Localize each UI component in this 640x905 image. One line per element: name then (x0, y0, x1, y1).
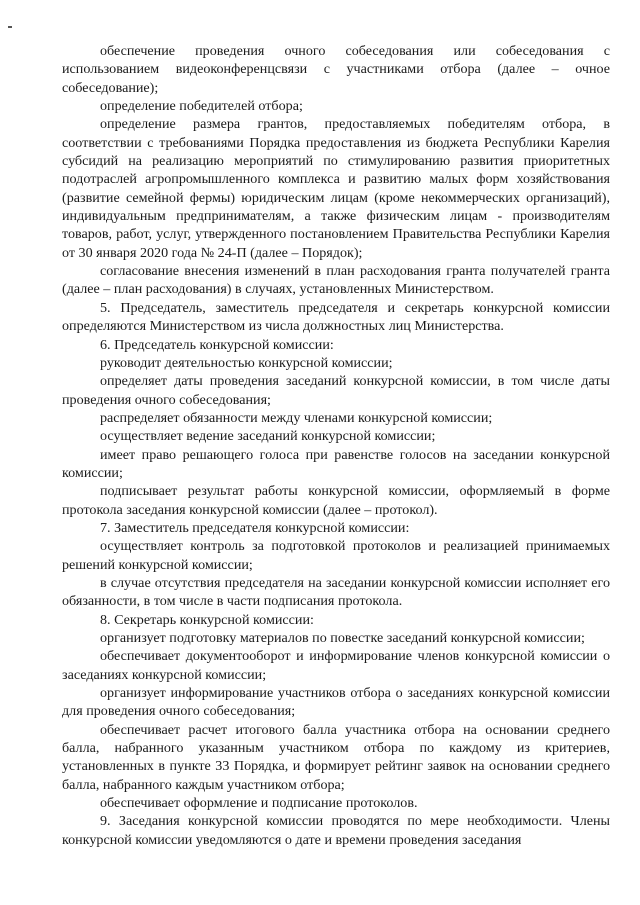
paragraph: распределяет обязанности между членами конкурсной комиссии; (100, 409, 493, 426)
paragraph: 9. Заседания конкурсной комиссии проводятся по мере необходимости. Члены конкурсной комиссии уведомляются о дате и времени проведения заседания (62, 813, 610, 848)
paragraph: подписывает результат работы конкурсной комиссии, оформляемый в форме протокола заседания конкурсной комиссии (далее – протокол). (62, 483, 610, 518)
paragraph: определение размера грантов, предоставляемых победителям отбора, в соответствии с требованиями Порядка предоставления из бюджета Республики Карелия субсидий на реализацию мероприятий по стимулированию развития приоритетных подотраслей агропромышленного комплекса и развитию малых форм хозяйствования (развитие семейной фермы) юридическим лицам (кроме некоммерческих организаций), индивидуальным предпринимателям, а также физическим лицам - производителям товаров, работ, услуг, утвержденного постановлением Правительства Республики Карелия от 30 января 2020 года № 24-П (далее – Порядок); (62, 116, 610, 261)
paragraph: определение победителей отбора; (100, 98, 303, 115)
paragraph: имеет право решающего голоса при равенстве голосов на заседании конкурсной комиссии; (62, 446, 610, 481)
paragraph: согласование внесения изменений в план расходования гранта получателей гранта (далее – план расходования) в случаях, установленных Министерством. (62, 263, 610, 298)
paragraph: руководит деятельностью конкурсной комиссии; (100, 354, 393, 371)
paragraph: 8. Секретарь конкурсной комиссии: (100, 611, 314, 628)
paragraph: 7. Заместитель председателя конкурсной комиссии: (100, 519, 410, 536)
paragraph: в случае отсутствия председателя на заседании конкурсной комиссии исполняет его обязанности, в том числе в части подписания протокола. (62, 574, 610, 610)
paragraph: обеспечивает документооборот и информирование членов конкурсной комиссии о заседаниях конкурсной комиссии; (62, 648, 610, 683)
paragraph: организует информирование участников отбора о заседаниях конкурсной комиссии для проведения очного собеседования; (62, 685, 610, 720)
paragraph: обеспечивает оформление и подписание протоколов. (100, 795, 418, 812)
paragraph: обеспечение проведения очного собеседования или собеседования с использованием видеоконференцсвязи с участниками отбора (далее – очное собеседование); (62, 43, 610, 96)
paragraph: организует подготовку материалов по повестке заседаний конкурсной комиссии; (100, 630, 585, 646)
paragraph: осуществляет ведение заседаний конкурсной комиссии; (100, 428, 436, 445)
paragraph: 6. Председатель конкурсной комиссии: (100, 336, 334, 353)
document-body (62, 42, 610, 849)
paragraph: определяет даты проведения заседаний конкурсной комиссии, в том числе даты проведения очного собеседования; (62, 373, 610, 408)
scan-mark (8, 26, 12, 28)
paragraph: обеспечивает расчет итогового балла участника отбора на основании среднего балла, набранного указанным участником отбора по каждому из критериев, установленных в пункте 33 Порядка, и формирует рейтинг заявок на основании среднего балла, набранного каждым участником отбора; (62, 721, 610, 793)
paragraph: 5. Председатель, заместитель председателя и секретарь конкурсной комиссии определяются Министерством из числа должностных лиц Министерства. (62, 299, 610, 335)
paragraph: осуществляет контроль за подготовкой протоколов и реализацией принимаемых решений конкурсной комиссии; (62, 538, 610, 573)
